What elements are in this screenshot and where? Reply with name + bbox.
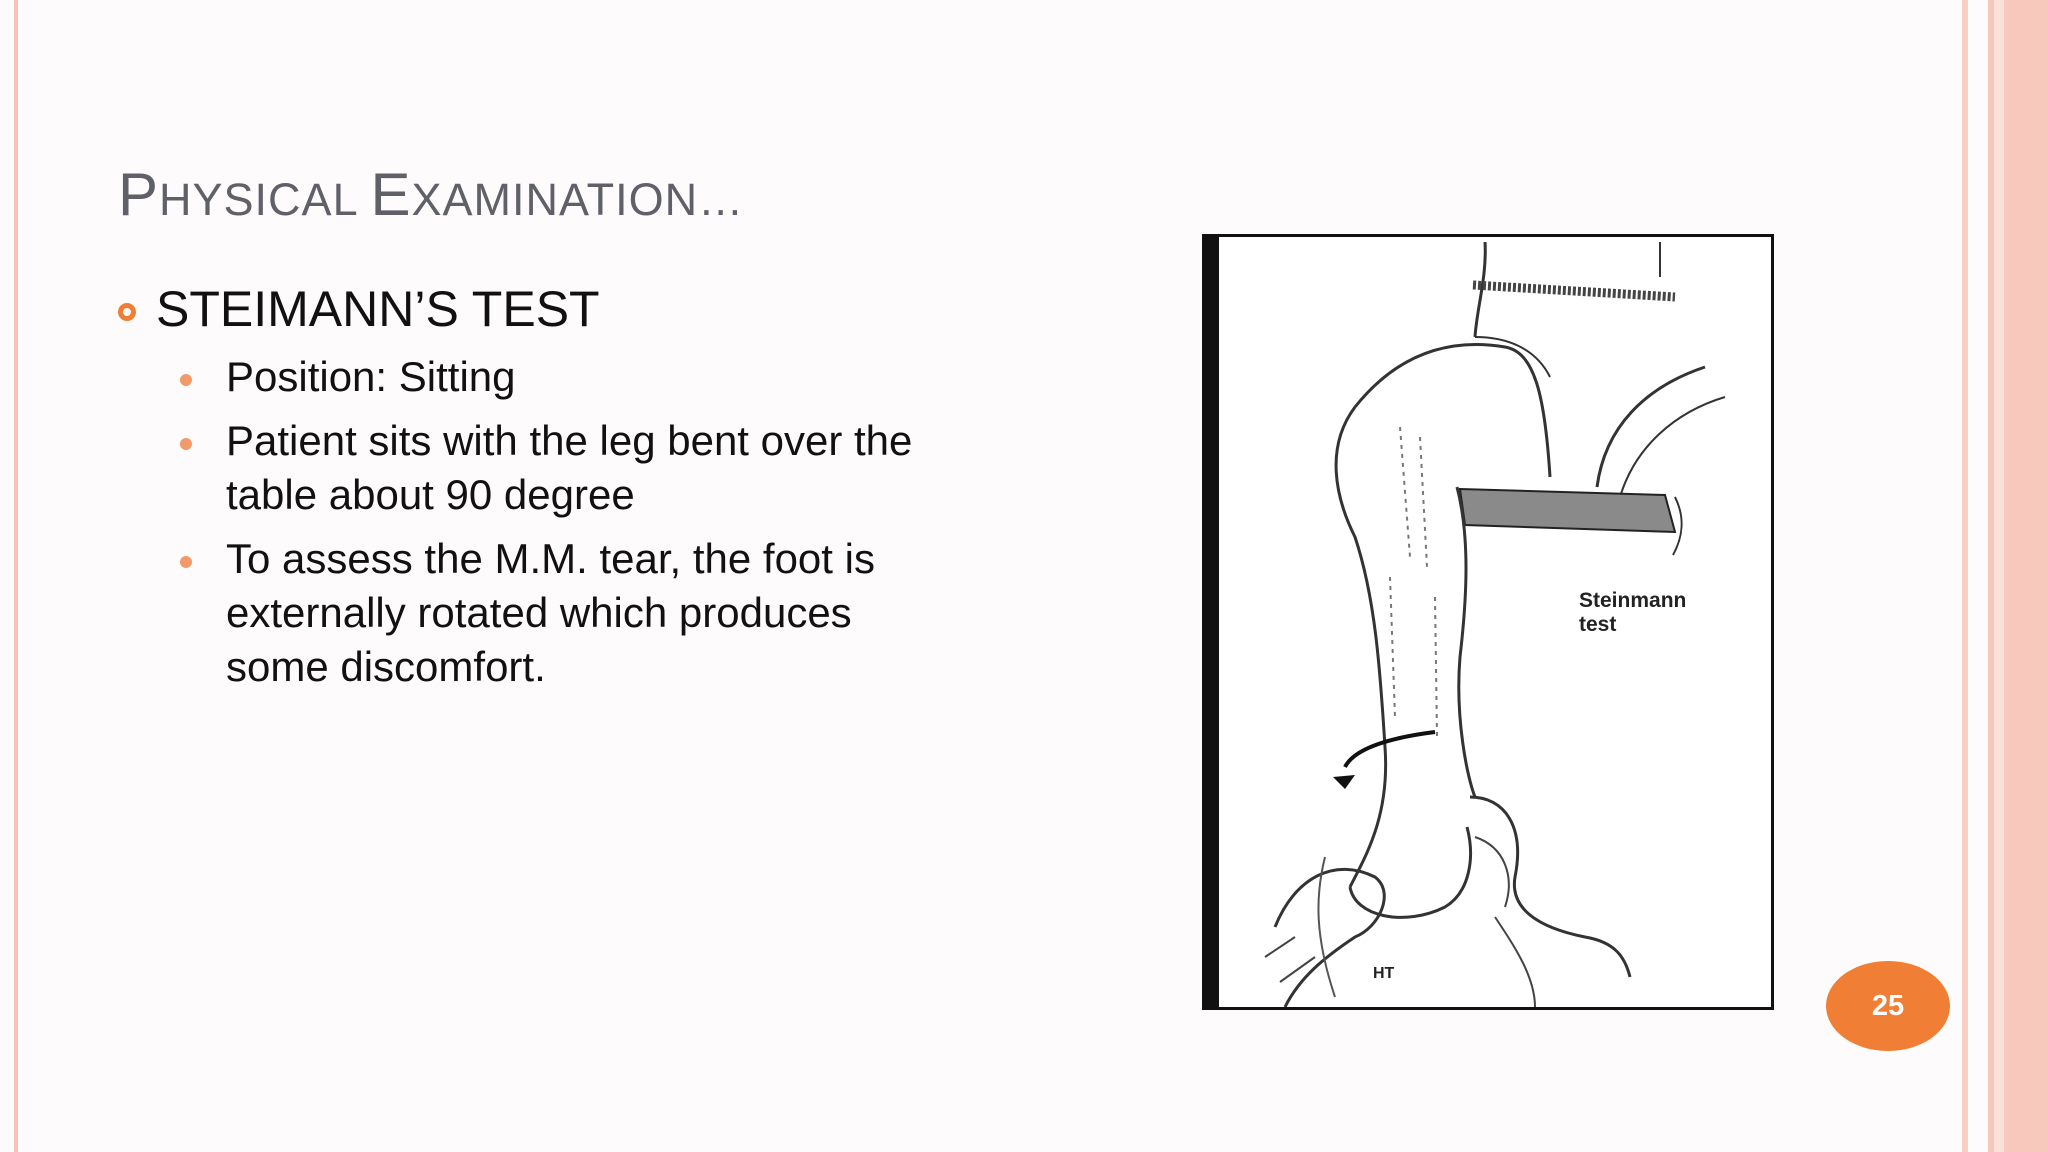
sub-bullet-line: Patient sits with the leg bent over the	[226, 417, 913, 464]
dot-bullet-icon	[180, 556, 192, 568]
sub-bullet-line: table about 90 degree	[226, 471, 635, 518]
sub-bullet-line: Position: Sitting	[226, 353, 516, 400]
sub-bullet-line: externally rotated which produces	[226, 589, 852, 636]
sub-bullet-line: To assess the M.M. tear, the foot is	[226, 535, 875, 582]
dot-bullet-icon	[180, 438, 192, 450]
slide-title: PHYSICAL EXAMINATION…	[118, 161, 745, 228]
ring-bullet-icon	[118, 303, 136, 321]
right-decoration	[1962, 0, 2048, 1152]
main-bullet	[118, 280, 600, 338]
figure-caption: Steinmann test	[1579, 589, 1687, 636]
leg-illustration-icon	[1205, 237, 1774, 1010]
dot-bullet-icon	[180, 374, 192, 386]
steinmann-test-figure	[1202, 234, 1774, 1010]
figure-initials: HT	[1373, 965, 1395, 982]
sub-bullet-line: some discomfort.	[226, 643, 546, 690]
page-number-badge: 25	[1826, 961, 1950, 1051]
left-border	[0, 0, 20, 1152]
test-heading: STEIMANN’S TEST	[156, 281, 600, 337]
